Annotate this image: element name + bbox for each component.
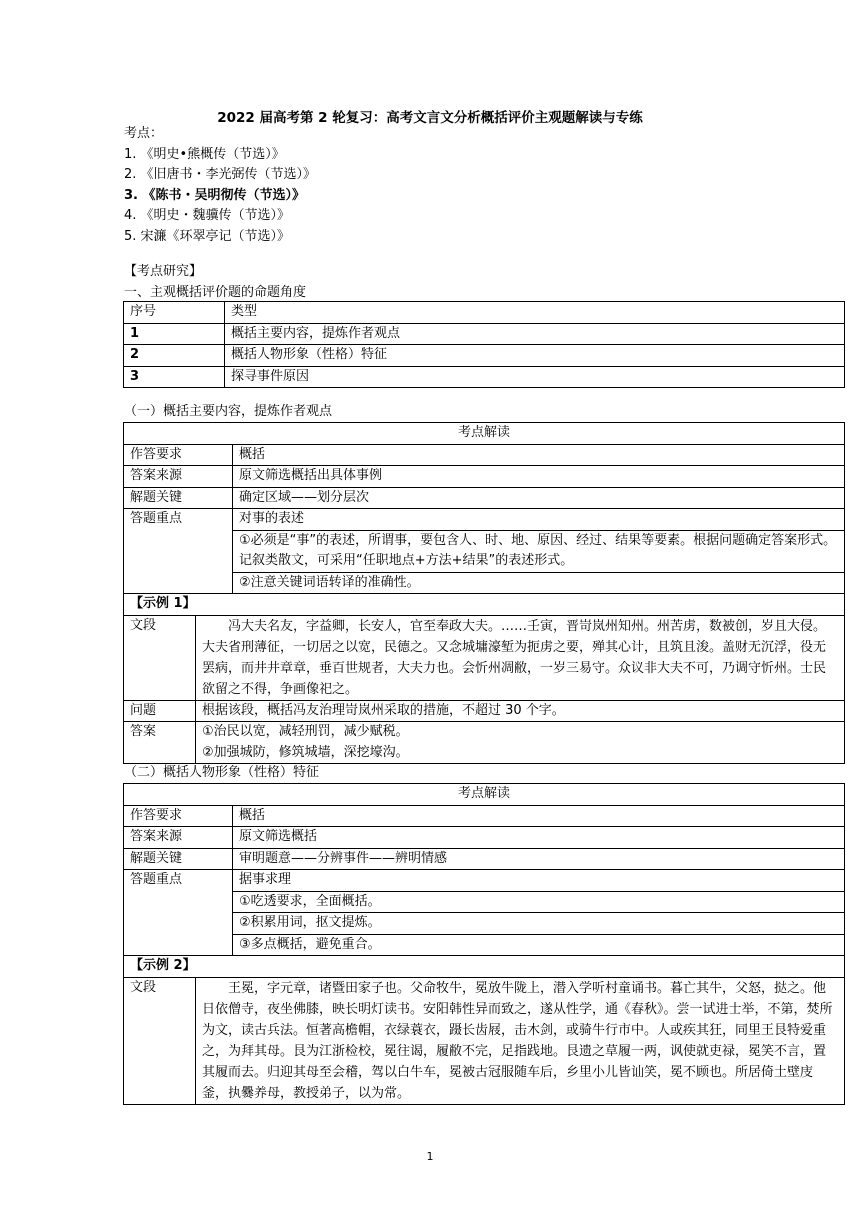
- research-heading: 【考点研究】: [124, 264, 203, 279]
- table-row: [124, 530, 845, 572]
- table-row: [124, 423, 845, 445]
- table-cell: 解题关键: [124, 848, 233, 870]
- answer-line: ①治民以宽，减轻刑罚，减少赋税。: [202, 724, 409, 739]
- exam-point-item: 4. 《明史・魏骥传（节选）》: [124, 208, 291, 223]
- table-row: [124, 722, 845, 764]
- table-row: [124, 509, 845, 531]
- section-one-table: [123, 422, 845, 764]
- table-row: [124, 913, 845, 935]
- example-label: 【示例 2】: [124, 956, 845, 978]
- table-row: [124, 345, 845, 367]
- page-title: 2022 届高考第 2 轮复习：高考文言文分析概括评价主观题解读与专练: [217, 110, 643, 126]
- table-row: [124, 977, 845, 1104]
- table-row: [124, 848, 845, 870]
- exam-points-block: [124, 124, 316, 247]
- table-row: [124, 891, 845, 913]
- table-header-cell: 序号: [124, 302, 225, 324]
- table-cell: 解题关键: [124, 487, 233, 509]
- exam-point-item: 2. 《旧唐书・李光弼传（节选）》: [124, 167, 317, 182]
- table-cell: ①吃透要求，全面概括。: [233, 891, 845, 913]
- table-row: [124, 366, 845, 388]
- table-row: [124, 302, 845, 324]
- types-table: [123, 301, 845, 388]
- table-row: [124, 594, 845, 616]
- table-cell: 审明题意——分辨事件——辨明情感: [233, 848, 845, 870]
- analysis-header: 考点解读: [124, 423, 845, 445]
- table-cell: 概括主要内容，提炼作者观点: [225, 323, 845, 345]
- table-cell: 文段: [124, 977, 196, 1104]
- table-cell: 答案来源: [124, 466, 233, 488]
- exam-point-item: 1. 《明史•熊概传（节选）》: [124, 146, 285, 162]
- table-cell: 原文筛选概括: [233, 827, 845, 849]
- table-cell: 概括人物形象（性格）特征: [225, 345, 845, 367]
- table-row: [124, 805, 845, 827]
- table-row: [124, 444, 845, 466]
- question-text: 根据该段，概括冯友治理岢岚州采取的措施，不超过 30 个字。: [196, 700, 845, 722]
- section-one-heading: （一）概括主要内容，提炼作者观点: [124, 404, 333, 419]
- table-cell: 答题重点: [124, 870, 233, 956]
- table-cell: 概括: [233, 444, 845, 466]
- page-number: 1: [426, 1150, 434, 1163]
- example-label: 【示例 1】: [124, 594, 845, 616]
- table-cell: 探寻事件原因: [225, 366, 845, 388]
- table-row: [124, 934, 845, 956]
- answer-line: ②加强城防，修筑城墙，深挖壕沟。: [202, 744, 409, 760]
- table-cell: ②积累用词，抠文提炼。: [233, 913, 845, 935]
- passage-text: 王冕，字元章，诸暨田家子也。父命牧牛，冕放牛陇上，潜入学听村童诵书。暮亡其牛，父怒，挞之。他日依僧寺，夜坐佛膝，映长明灯读书。安阳韩性异而致之，遂从性学，通《春秋》。尝一试进士举，不第，焚所为文，读古兵法。恒著高檐帽，衣绿蓑衣，蹑长齿屐，击木剑，或骑牛行市中。人或疾其狂，同里王艮特爱重之，为拜其母。艮为江浙检校，冕往谒，履敝不完，足指践地。艮遗之草履一两，讽使就吏禄，冕笑不言，置其履而去。归迎其母至会稽，驾以白牛车，冕被古冠服随车后，乡里小儿皆讪笑，冕不顾也。所居倚土壁庋釜，执爨养母，教授弟子，以为常。: [196, 977, 845, 1104]
- table-row: [124, 956, 845, 978]
- answer-text: [196, 722, 845, 764]
- table-cell: ①必须是“事”的表述，所谓事，要包含人、时、地、原因、经过、结果等要素。根据问题确定答案形式。记叙类散文，可采用“任职地点+方法+结果”的表述形式。: [233, 530, 845, 572]
- table-cell: ③多点概括，避免重合。: [233, 934, 845, 956]
- exam-point-item: 3. 《陈书・吴明彻传（节选）》: [124, 187, 306, 203]
- table-cell: 问题: [124, 700, 196, 722]
- table-row: [124, 615, 845, 700]
- exam-points-label: 考点：: [124, 126, 164, 141]
- table-row: [124, 827, 845, 849]
- research-block: [124, 262, 306, 303]
- table-row: [124, 487, 845, 509]
- analysis-header: 考点解读: [124, 784, 845, 806]
- table-cell: ②注意关键词语转译的准确性。: [233, 572, 845, 594]
- table-row: [124, 700, 845, 722]
- exam-point-item: 5. 宋濂《环翠亭记（节选）》: [124, 228, 291, 244]
- passage-text: 冯大夫名友，字益卿，长安人，官至奉政大夫。……壬寅，晋岢岚州知州。州苦虏，数被创，岁且大侵。大夫省刑薄征，一切居之以宽，民德之。又念城墉濠堑为扼虏之要，殚其心计，且筑且浚。盖财无沉浮，役无罢病，而井井章章，垂百世规者，大夫力也。会忻州凋敝，一岁三易守。众议非大夫不可，乃调守忻州。士民欲留之不得，争画像祀之。: [196, 615, 845, 700]
- table-cell: 对事的表述: [233, 509, 845, 531]
- table-cell: 答题重点: [124, 509, 233, 594]
- table-cell: 概括: [233, 805, 845, 827]
- table-cell: 确定区域——划分层次: [233, 487, 845, 509]
- research-subheading: 一、主观概括评价题的命题角度: [124, 284, 307, 300]
- table-cell: 2: [124, 345, 225, 367]
- table-row: [124, 784, 845, 806]
- table-cell: 文段: [124, 615, 196, 700]
- table-row: [124, 572, 845, 594]
- table-row: [124, 870, 845, 892]
- table-cell: 作答要求: [124, 805, 233, 827]
- table-cell: 答案: [124, 722, 196, 764]
- table-row: [124, 466, 845, 488]
- table-header-cell: 类型: [225, 302, 845, 324]
- table-cell: 作答要求: [124, 444, 233, 466]
- table-cell: 原文筛选概括出具体事例: [233, 466, 845, 488]
- table-cell: 答案来源: [124, 827, 233, 849]
- table-row: [124, 323, 845, 345]
- table-cell: 3: [124, 366, 225, 388]
- table-cell: 1: [124, 323, 225, 345]
- table-cell: 据事求理: [233, 870, 845, 892]
- section-two-table: [123, 783, 845, 1105]
- section-two-heading: （二）概括人物形象（性格）特征: [124, 765, 320, 780]
